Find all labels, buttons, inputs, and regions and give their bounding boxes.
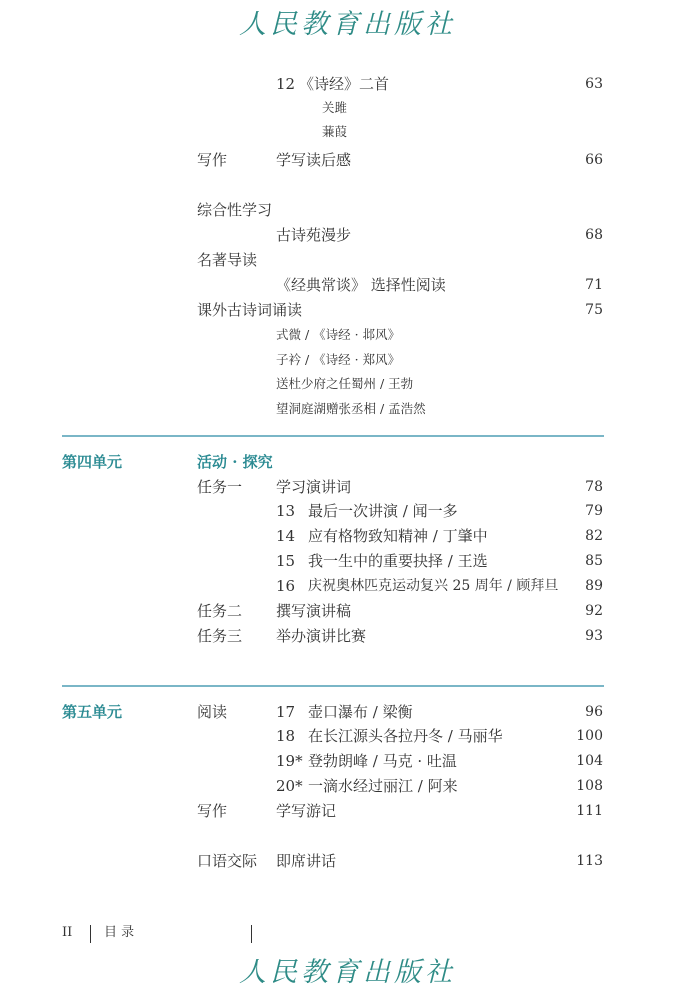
lesson-number: 17 xyxy=(276,703,296,721)
unit-title: 第四单元 xyxy=(62,453,123,471)
page-number: 100 xyxy=(576,728,603,744)
page-number: 104 xyxy=(576,753,603,769)
section-label: 写作 xyxy=(197,802,228,820)
lesson-title[interactable]: 登勃朗峰 / 马克 · 吐温 xyxy=(308,752,457,770)
footer-label: 目 录 xyxy=(104,925,135,940)
lesson-number: 13 xyxy=(276,502,296,520)
page-number: 93 xyxy=(585,628,603,644)
lesson-number: 15 xyxy=(276,552,296,570)
extra-poem: 送杜少府之任蜀州 / 王勃 xyxy=(276,376,414,391)
page-number: 108 xyxy=(576,778,603,794)
page-number: 71 xyxy=(585,277,603,293)
lesson-title[interactable]: 庆祝奥林匹克运动复兴 25 周年 / 顾拜旦 xyxy=(308,578,559,594)
entry-title[interactable]: 学写读后感 xyxy=(276,151,352,169)
lesson-number: 18 xyxy=(276,727,296,745)
lesson-number: 14 xyxy=(276,527,296,545)
publisher-logo-bottom: 人民教育出版社 xyxy=(239,957,456,988)
extra-poem: 式微 / 《诗经 · 邶风》 xyxy=(276,327,401,342)
page-number: 78 xyxy=(585,479,603,495)
publisher-logo-top: 人民教育出版社 xyxy=(239,9,456,40)
lesson-number: 12 xyxy=(276,75,296,93)
page-number: 68 xyxy=(585,227,603,243)
entry-title[interactable]: 《经典常谈》 选择性阅读 xyxy=(276,276,446,294)
entry-title[interactable]: 即席讲话 xyxy=(276,852,337,870)
lesson-number: 16 xyxy=(276,577,296,595)
section-label: 阅读 xyxy=(197,703,228,721)
task-title[interactable]: 举办演讲比赛 xyxy=(276,627,367,645)
lesson-title[interactable]: 最后一次讲演 / 闻一多 xyxy=(308,502,458,520)
section-divider xyxy=(62,685,604,687)
lesson-title[interactable]: 我一生中的重要抉择 / 王选 xyxy=(308,552,488,570)
page-number: 66 xyxy=(585,152,603,168)
sub-poem: 蒹葭 xyxy=(322,124,348,139)
section-divider xyxy=(62,435,604,437)
page-number: 89 xyxy=(585,578,603,594)
extra-poem: 望洞庭湖赠张丞相 / 孟浩然 xyxy=(276,401,426,416)
page-number: 96 xyxy=(585,704,603,720)
sub-poem: 关雎 xyxy=(322,100,348,115)
page-number: 111 xyxy=(576,803,603,819)
lesson-title[interactable]: 应有格物致知精神 / 丁肇中 xyxy=(308,527,488,545)
unit-heading: 活动 · 探究 xyxy=(197,453,273,471)
page-number: 79 xyxy=(585,503,603,519)
lesson-title[interactable]: 一滴水经过丽江 / 阿来 xyxy=(308,777,458,795)
lesson-number: 20* xyxy=(276,777,303,795)
section-label: 综合性学习 xyxy=(197,201,273,219)
task-title[interactable]: 学习演讲词 xyxy=(276,478,352,496)
entry-title[interactable]: 古诗苑漫步 xyxy=(276,226,352,244)
page-number: 75 xyxy=(585,302,603,318)
folio-page-number: II xyxy=(62,925,73,940)
lesson-title[interactable]: 在长江源头各拉丹冬 / 马丽华 xyxy=(308,727,503,745)
task-title[interactable]: 撰写演讲稿 xyxy=(276,602,352,620)
lesson-number: 19* xyxy=(276,752,303,770)
section-label: 课外古诗词诵读 xyxy=(197,301,303,319)
unit-title: 第五单元 xyxy=(62,703,123,721)
page-number: 85 xyxy=(585,553,603,569)
footer-divider xyxy=(90,925,91,943)
page-number: 63 xyxy=(585,76,603,92)
page-number: 92 xyxy=(585,603,603,619)
entry-title[interactable]: 学写游记 xyxy=(276,802,337,820)
task-label: 任务二 xyxy=(197,602,243,620)
task-label: 任务一 xyxy=(197,478,243,496)
lesson-title[interactable]: 《诗经》二首 xyxy=(299,75,390,93)
section-label: 写作 xyxy=(197,151,228,169)
extra-poem: 子衿 / 《诗经 · 郑风》 xyxy=(276,352,401,367)
section-label: 名著导读 xyxy=(197,251,258,269)
section-label: 口语交际 xyxy=(197,852,258,870)
page-number: 113 xyxy=(576,853,603,869)
page-number: 82 xyxy=(585,528,603,544)
footer-divider xyxy=(251,925,252,943)
task-label: 任务三 xyxy=(197,627,243,645)
lesson-title[interactable]: 壶口瀑布 / 梁衡 xyxy=(308,703,413,721)
